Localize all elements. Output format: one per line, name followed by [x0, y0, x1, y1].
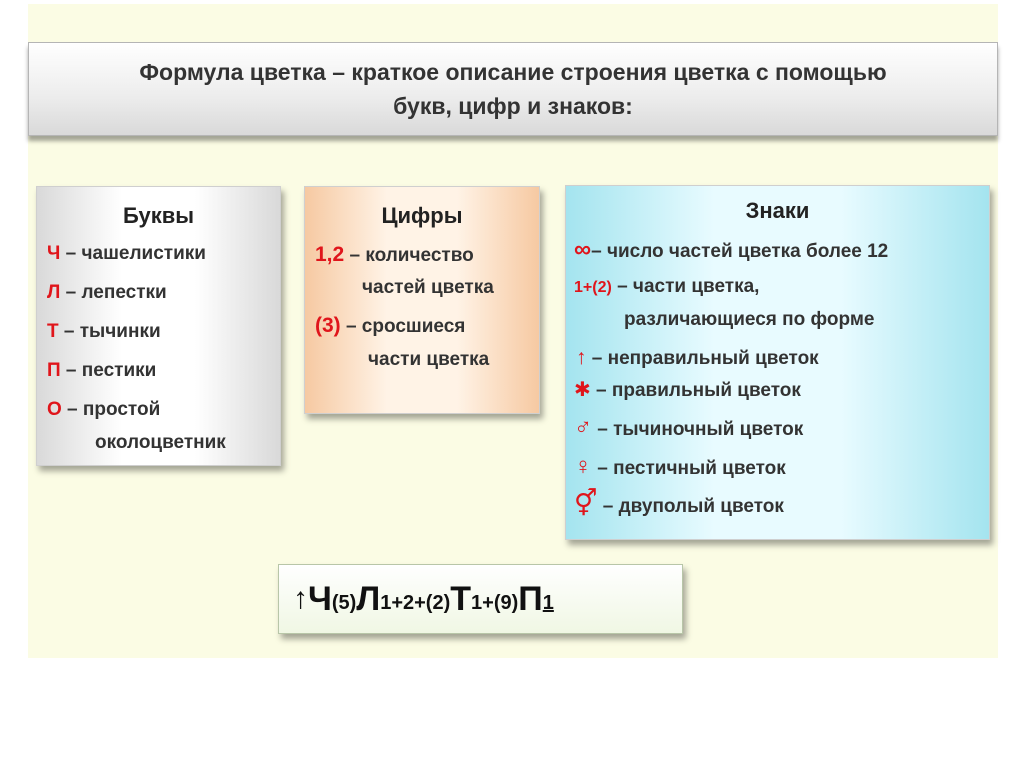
sign-desc: – двуполый цветок: [597, 496, 784, 517]
sign-desc: – пестичный цветок: [592, 458, 786, 479]
signs-item: [574, 488, 784, 519]
asterisk-icon: ✱: [574, 379, 591, 401]
formula-pistils: П: [518, 579, 543, 618]
number-symbol: 1,2: [315, 243, 345, 266]
formula-calyx-count: (5): [331, 591, 357, 614]
sign-desc: – неправильный цветок: [586, 348, 819, 369]
letter-desc: – тычинки: [58, 321, 161, 342]
definition-header: [28, 42, 998, 136]
signs-title: Знаки: [745, 198, 810, 223]
signs-card: [565, 185, 990, 540]
letters-item: [47, 282, 167, 304]
header-line-1: Формула цветка – краткое описание строения цветка с помощью: [139, 59, 887, 85]
signs-item: [576, 346, 819, 370]
male-icon: ♂: [574, 414, 592, 441]
signs-item: [574, 276, 759, 298]
letter-desc: – пестики: [60, 360, 157, 381]
numbers-item: [315, 314, 465, 338]
infinity-icon: ∞: [574, 236, 592, 263]
letters-item: [47, 399, 160, 421]
letter-desc: – чашелистики: [60, 243, 206, 264]
formula-stamens: Т: [450, 579, 472, 618]
signs-item: [574, 453, 786, 481]
numbers-item-continuation: части цветка: [368, 349, 490, 370]
signs-item: [574, 414, 803, 442]
slide-background: [28, 4, 998, 658]
flower-formula-example: [278, 564, 683, 634]
letters-item: [47, 243, 206, 265]
numbers-item-continuation: частей цветка: [362, 277, 494, 298]
letters-item: [47, 321, 161, 343]
numbers-title: Цифры: [381, 203, 463, 228]
number-symbol: (3): [315, 314, 341, 337]
letters-title: Буквы: [122, 203, 195, 228]
formula-petals: Л: [356, 579, 381, 618]
letter-symbol: Т: [47, 321, 59, 342]
sign-desc: – части цветка,: [611, 276, 760, 297]
letters-item-continuation: околоцветник: [95, 432, 226, 453]
header-line-2: букв, цифр и знаков:: [393, 93, 633, 119]
formula-petals-count: 1+2+(2): [380, 591, 451, 614]
letter-symbol: О: [47, 399, 62, 420]
signs-item: [574, 236, 888, 264]
letter-desc: – простой: [61, 399, 161, 420]
sign-symbol: 1+(2): [574, 279, 612, 296]
sign-desc: – тычиночный цветок: [592, 419, 804, 440]
number-desc: – сросшиеся: [340, 316, 466, 337]
numbers-card: [304, 186, 540, 414]
numbers-item: [315, 243, 474, 267]
sign-desc: – число частей цветка более 12: [591, 241, 889, 262]
letter-symbol: П: [47, 360, 61, 381]
arrow-up-icon: ↑: [576, 346, 587, 369]
letter-symbol: Л: [47, 282, 61, 303]
signs-item-continuation: различающиеся по форме: [624, 309, 875, 330]
formula-pistils-count: 1: [542, 591, 554, 614]
formula-stamens-count: 1+(9): [471, 591, 519, 614]
signs-item: [574, 377, 801, 402]
bisexual-icon: ⚥: [574, 488, 598, 518]
letter-symbol: Ч: [47, 243, 61, 264]
sign-desc: – правильный цветок: [590, 380, 801, 401]
formula-calyx: Ч: [308, 579, 332, 618]
letter-desc: – лепестки: [60, 282, 167, 303]
number-desc: – количество: [344, 245, 474, 266]
letters-item: [47, 360, 156, 382]
letters-card: [36, 186, 281, 466]
female-icon: ♀: [574, 453, 592, 480]
arrow-up-icon: ↑: [293, 582, 308, 615]
